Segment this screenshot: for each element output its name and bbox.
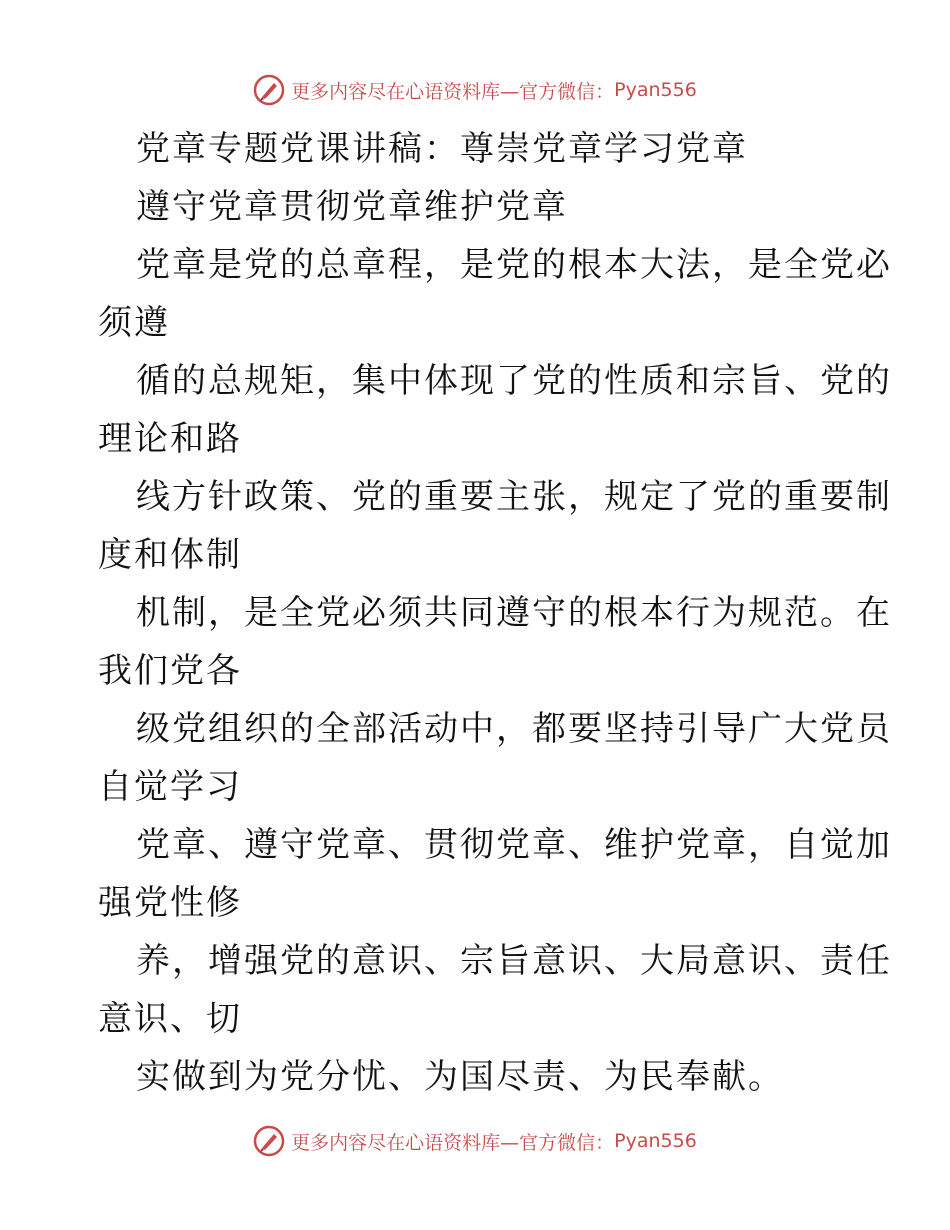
- text-line: 党章、遵守党章、贯彻党章、维护党章，自觉加: [136, 825, 892, 865]
- banner-wechat-id: Pyan556: [614, 1130, 697, 1152]
- document-body: [98, 120, 892, 1106]
- text-line: 遵守党章贯彻党章维护党章: [136, 187, 568, 227]
- text-line: 度和体制: [98, 535, 242, 575]
- banner-wechat-id: Pyan556: [614, 79, 697, 101]
- text-line: 理论和路: [98, 419, 242, 459]
- text-line: 机制，是全党必须共同遵守的根本行为规范。在: [136, 593, 892, 633]
- text-line: 循的总规矩，集中体现了党的性质和宗旨、党的: [136, 361, 892, 401]
- text-line: 线方针政策、党的重要主张，规定了党的重要制: [136, 477, 892, 517]
- text-line: 我们党各: [98, 651, 242, 691]
- text-line: 党章是党的总章程，是党的根本大法，是全党必: [136, 245, 892, 285]
- text-line: 须遵: [98, 303, 170, 343]
- footer-banner: [0, 1121, 950, 1161]
- text-line: 党章专题党课讲稿：尊崇党章学习党章: [136, 129, 748, 169]
- text-line: 意识、切: [98, 999, 242, 1039]
- text-line: 自觉学习: [98, 767, 242, 807]
- banner-text: 更多内容尽在心语资料库—官方微信：: [291, 1131, 615, 1154]
- pen-logo-icon: [253, 1125, 285, 1157]
- text-line: 级党组织的全部活动中，都要坚持引导广大党员: [136, 709, 892, 749]
- pen-logo-icon: [253, 74, 285, 106]
- header-banner: [0, 70, 950, 110]
- text-line: 养，增强党的意识、宗旨意识、大局意识、责任: [136, 941, 892, 981]
- text-line: 实做到为党分忧、为国尽责、为民奉献。: [136, 1057, 784, 1097]
- text-line: 强党性修: [98, 883, 242, 923]
- banner-text: 更多内容尽在心语资料库—官方微信：: [291, 80, 615, 103]
